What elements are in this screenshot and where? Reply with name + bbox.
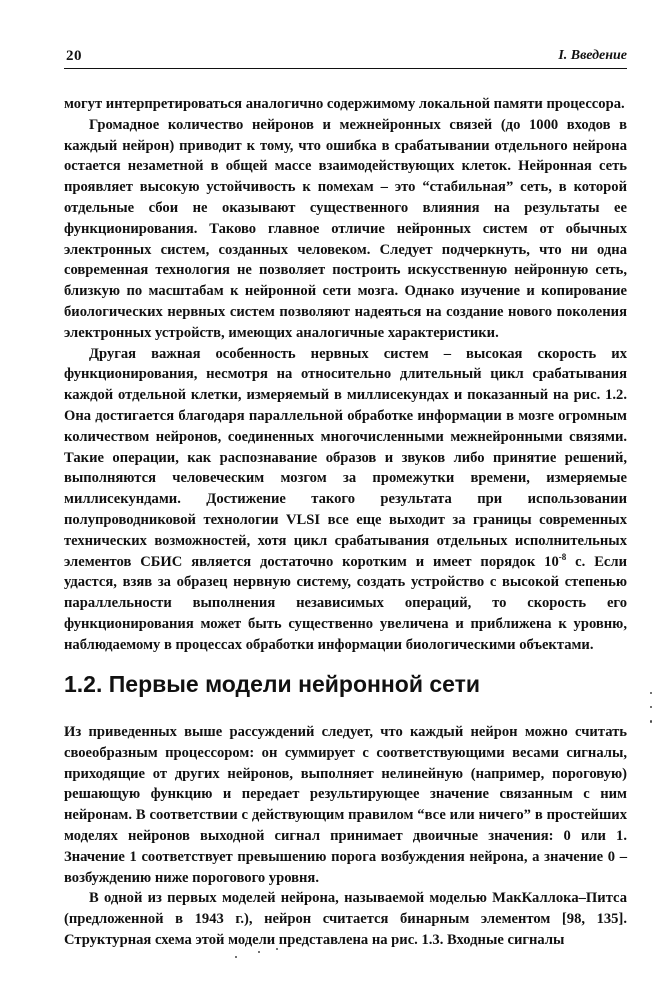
section-heading: 1.2. Первые модели нейронной сети: [64, 671, 481, 697]
paragraph: Громадное количество нейронов и межнейронных связей (до 1000 входов в каждый нейрон) приводит к тому, что ошибка в срабатывании отдельного нейрона остается незаметной в общей массе взаимодействующих клеток. Нейронная сеть проявляет высокую устойчивость к помехам – это “стабильная” сеть, в которой отдельные сбои не оказывают существенного влияния на результаты ее функционирования. Таково главное отличие нейронных систем от обычных электронных систем, созданных человеком. Следует подчеркнуть, что ни одна современная технология не позволяет построить искусственную нейронную сеть, близкую по масштабам к нейронной сети мозга. Однако изучение и копирование биологических нервных систем позволяют надеяться на создание нового поколения электронных устройств, имеющих аналогичные характеристики.: [64, 116, 627, 341]
scan-speck: [258, 951, 260, 953]
paragraph-text: с. Если удастся, взяв за образец нервную систему, создать устройство с высокой степенью параллельности выполнения независимых операций, то скорость его функционирования может быть существенно увеличена и приближена к уровню, наблюдаемому в процессах обработки информации биологическими объектами.: [64, 553, 628, 653]
paragraph: [64, 344, 627, 656]
scan-speck: [235, 956, 237, 958]
body-text-top: [64, 94, 627, 656]
paragraph: могут интерпретироваться аналогично содержимому локальной памяти процессора.: [64, 96, 625, 112]
scan-speck: [650, 692, 652, 694]
paragraph: В одной из первых моделей нейрона, называемой моделью МакКаллока–Питса (предложенной в 1943 г.), нейрон считается бинарным элементом [98, 135]. Структурная схема этой модели представлена на рис. 1.3. Входные сигналы: [64, 890, 627, 948]
chapter-title: I. Введение: [558, 48, 627, 63]
scan-speck: [650, 720, 652, 723]
paragraph: Из приведенных выше рассуждений следует, что каждый нейрон можно считать своеобразным процессором: он суммирует с соответствующими весами сигналы, приходящие от других нейронов, выполняет нелинейную (например, пороговую) решающую функцию и передает результирующее значение связанным с ним нейронам. В соответствии с действующим правилом “все или ничего” в простейших моделях нейронов выходной сигнал принимает двоичные значения: 0 или 1. Значение 1 соответствует превышению порога возбуждения нейрона, а значение 0 – возбуждению ниже порогового уровня.: [64, 724, 627, 886]
exponent: -8: [558, 551, 567, 562]
running-head: [64, 46, 627, 69]
paragraph-text: Другая важная особенность нервных систем – высокая скорость их функционирования, несмотря на относительно длительный цикл срабатывания каждой отдельной клетки, измеряемый в миллисекундах и показанный на рис. 1.2. Она достигается благодаря параллельной обработке информации в мозге огромным количеством нейронов, соединенных многочисленными межнейронными связями. Такие операции, как распознавание образов и звуков либо принятие решений, выполняются человеческим мозгом за промежутки времени, измеряемые миллисекундами. Достижение такого результата при использовании полупроводниковой технологии VLSI все еще выходит за границы современных технических возможностей, хотя цикл срабатывания отдельных исполнительных элементов СБИС является достаточно коротким и имеет порядок 10: [64, 345, 627, 570]
scan-speck: [276, 948, 278, 950]
body-text-bottom: [64, 722, 627, 951]
page-number: 20: [66, 48, 82, 64]
scan-speck: [650, 706, 652, 708]
